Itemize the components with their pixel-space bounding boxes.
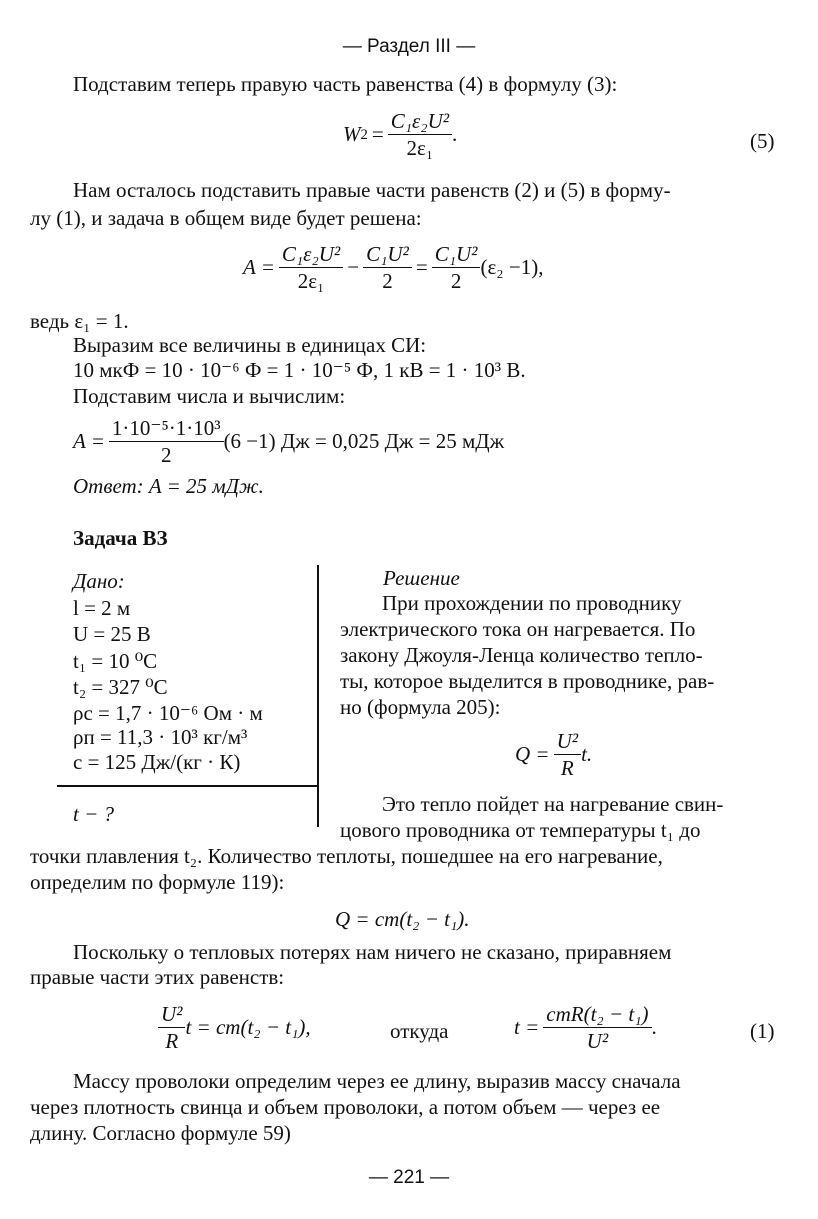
solution-line: ты, которое выделится в проводнике, рав- (340, 669, 715, 693)
given-item: U = 25 В (73, 622, 151, 646)
task-title: Задача ВЗ (73, 526, 168, 550)
solution-line: электрического тока он нагревается. По (340, 617, 696, 641)
text-line: Это тепло пойдет на нагревание свин- (382, 792, 724, 816)
eqQ-fraction (554, 728, 581, 781)
equation-1-right (514, 1001, 657, 1054)
equation-1-left (158, 1001, 311, 1054)
eq5-lhs: W (343, 122, 361, 146)
equation-5-number: (5) (750, 129, 775, 153)
solution-line: закону Джоуля-Ленца количество тепло- (340, 643, 703, 667)
given-item: l = 2 м (73, 596, 131, 620)
running-head: — Раздел III — (342, 36, 476, 57)
eqA-fraction-1-num: C₁ε₂U² (279, 241, 343, 268)
eq5-numerator: C₁ε₂U² (388, 108, 452, 135)
paragraph-line: лу (1), и задача в общем виде будет решена: (30, 206, 422, 230)
given-item: c = 125 Дж/(кг · К) (73, 750, 241, 774)
equation-joule-lenz (515, 728, 592, 781)
text-line: Массу проволоки определим через ее длину, выразив массу сначала (73, 1069, 681, 1093)
equation-work (243, 241, 543, 294)
eq5-fraction (388, 108, 452, 161)
given-item: ρс = 1,7 · 10⁻⁶ Ом · м (73, 701, 263, 725)
given-vertical-rule (317, 565, 319, 827)
answer (73, 472, 264, 501)
text-line: Подставим числа и вычислим: (73, 384, 346, 408)
eq1-right-den: U² (586, 1029, 609, 1053)
eq-num-lhs: A = (73, 429, 105, 453)
eq5-denominator: 2ε₁ (406, 136, 434, 160)
text-line: правые части этих равенств: (30, 965, 285, 989)
given-label: Дано: (73, 569, 125, 593)
eqA-fraction-1 (279, 241, 343, 294)
eqA-equals: = (415, 255, 428, 279)
eqA-fraction-3 (432, 241, 481, 294)
eq1-right-tail: . (651, 1015, 657, 1039)
eq-num-numerator: 1·10⁻⁵·1·10³ (109, 415, 224, 442)
equation-1-number: (1) (750, 1019, 775, 1043)
page-number: — 221 — (368, 1167, 450, 1188)
eqA-fraction-2-num: C₁U² (363, 241, 412, 268)
text-line: точки плавления t₂. Количество теплоты, пошедшее на его нагревание, (30, 844, 663, 868)
text-line: длину. Согласно формуле 59) (30, 1121, 291, 1145)
eqA-fraction-3-den: 2 (450, 269, 462, 293)
text-line: Поскольку о тепловых потерях нам ничего не сказано, приравняем (73, 940, 672, 964)
paragraph-line: Нам осталось подставить правые части равенств (2) и (5) в форму- (73, 178, 671, 202)
find-item: t − ? (73, 802, 115, 826)
given-item: ρп = 11,3 · 10³ кг/м³ (73, 725, 248, 749)
given-item: t₁ = 10 ⁰С (73, 649, 158, 673)
text-line: ведь ε₁ = 1. (30, 309, 129, 333)
solution-line: При прохождении по проводнику (382, 591, 682, 615)
eqQ-lhs: Q = (515, 742, 550, 766)
eqQ-tail: t. (581, 742, 593, 766)
given-divider (57, 785, 318, 787)
eq1-left-den: R (165, 1029, 179, 1053)
equation-heat: Q = cm(t₂ − t₁). (335, 907, 470, 931)
solution-label: Решение (383, 566, 460, 590)
eq5-tail: . (452, 122, 458, 146)
equation-1-word: откуда (390, 1019, 449, 1043)
text-line: 10 мкФ = 10 · 10⁻⁶ Ф = 1 · 10⁻⁵ Ф, 1 кВ = 1 · 10³ В. (73, 358, 526, 382)
eq-num-denominator: 2 (160, 443, 172, 467)
eqQ-denominator: R (560, 756, 574, 780)
eq1-right-fraction (543, 1001, 651, 1054)
answer-label: Ответ: (73, 474, 144, 498)
eq1-left-fraction (158, 1001, 185, 1054)
eqA-fraction-1-den: 2ε₁ (297, 269, 325, 293)
eq1-left-tail: t = cm(t₂ − t₁), (185, 1015, 311, 1039)
eqQ-numerator: U² (554, 728, 581, 755)
eqA-fraction-2 (363, 241, 412, 294)
eq1-right-num: cmR(t₂ − t₁) (543, 1001, 651, 1028)
text-line: Выразим все величины в единицах СИ: (73, 333, 427, 357)
eq-num-fraction (109, 415, 224, 468)
given-item: t₂ = 327 ⁰С (73, 675, 168, 699)
eqA-tail: (ε₂ −1), (480, 255, 544, 279)
solution-line: но (формула 205): (340, 695, 501, 719)
equation-numeric (73, 415, 504, 468)
equation-5: W 2 = $\frac{\text{C₁ε₂U²}}{\text{2ε₁}}$ . (343, 109, 458, 160)
intro-line: Подставим теперь правую часть равенства (4) в формулу (3): (73, 72, 618, 96)
text-line: через плотность свинца и объем проволоки, а потом объем — через ее (30, 1095, 661, 1119)
text-line: определим по формуле 119): (30, 870, 285, 894)
eqA-fraction-3-num: C₁U² (432, 241, 481, 268)
eqA-minus: − (347, 255, 360, 279)
answer-value: A = 25 мДж. (148, 474, 264, 498)
eqA-fraction-2-den: 2 (382, 269, 393, 293)
eqA-lhs: A = (243, 255, 275, 279)
eq1-left-num: U² (158, 1001, 185, 1028)
eq1-right-lhs: t = (514, 1015, 540, 1039)
eq-num-tail: (6 −1) Дж = 0,025 Дж = 25 мДж (223, 429, 505, 453)
text-line: цового проводника от температуры t₁ до (340, 818, 701, 842)
